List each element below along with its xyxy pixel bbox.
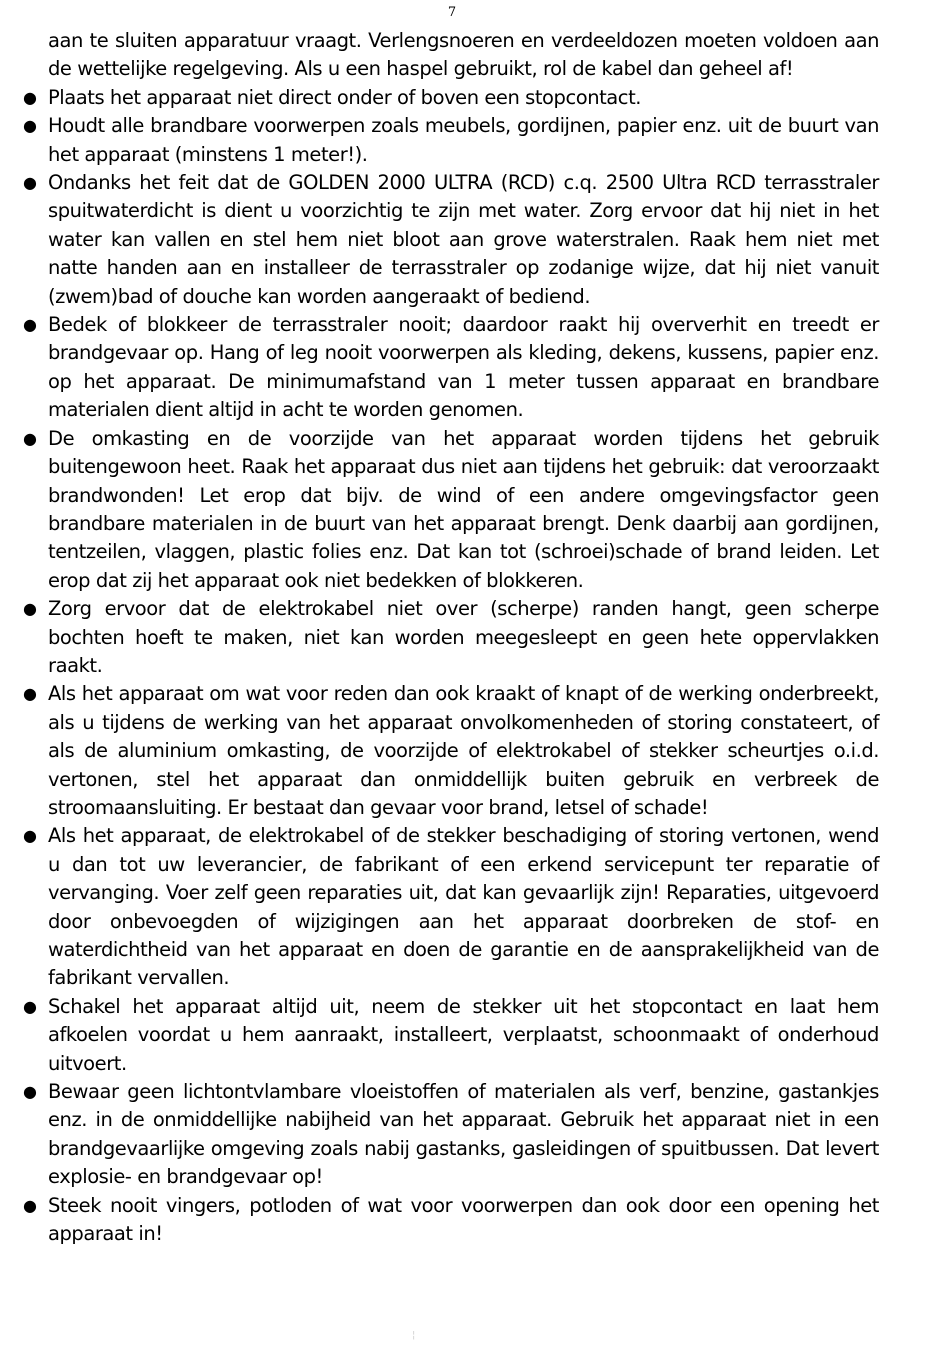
bullet-icon: ● — [23, 826, 37, 846]
list-item-text: Bewaar geen lichtontvlambare vloeistoffen of materialen als verf, benzine, gastankjes enz. in de onmiddellijke nabijheid van het apparaat. Gebruik het apparaat niet in een brandgevaarlijke omgeving zoals nabij gastanks, gasleidingen of spuitbussen. Dat levert explosie- en brandgevaar op! — [48, 1080, 879, 1189]
list-item — [23, 169, 879, 311]
list-item-text: Bedek of blokkeer de terrasstraler nooit; daardoor raakt hij oververhit en treedt er brandgevaar op. Hang of leg nooit voorwerpen als kleding, dekens, kussens, papier enz. op het apparaat. De minimumafstand van 1 meter tussen apparaat en brandbare materialen dient altijd in acht te worden genomen. — [48, 313, 879, 422]
list-item — [23, 680, 879, 822]
safety-instructions-list — [23, 84, 879, 1249]
list-item-text: De omkasting en de voorzijde van het apparaat worden tijdens het gebruik buitengewoon heet. Raak het apparaat dus niet aan tijdens het gebruik: dat veroorzaakt brandwonden! Let erop dat bijv. de wind of een andere omgevingsfactor geen brandbare materialen in de buurt van het apparaat brengt. Denk daarbij aan gordijnen, tentzeilen, vlaggen, plastic folies enz. Dat kan tot (schroei)schade of brand leiden. Let erop dat zij het apparaat ook niet bedekken of blokkeren. — [48, 426, 879, 592]
list-item-text: Als het apparaat, de elektrokabel of de stekker beschadiging of storing vertonen, wend u dan tot uw leverancier, de fabrikant of een erkend servicepunt ter reparatie of vervanging. Voer zelf geen reparaties uit, dat kan gevaarlijk zijn! Reparaties, uitgevoerd door onbevoegden of wijzigingen aan het apparaat doorbreken de stof- en waterdichtheid van het apparaat en doen de garantie en de aansprakelijkheid van de fabrikant vervallen. — [48, 824, 879, 990]
bullet-icon: ● — [23, 599, 37, 619]
document-body — [23, 27, 879, 1248]
intro-paragraph: aan te sluiten apparatuur vraagt. Verlengsnoeren en verdeeldozen moeten voldoen aan de wettelijke regelgeving. Als u een haspel gebruikt, rol de kabel dan geheel af! — [48, 29, 879, 81]
list-item — [23, 84, 879, 112]
list-item — [23, 822, 879, 992]
list-item-text: Houdt alle brandbare voorwerpen zoals meubels, gordijnen, papier enz. uit de buurt van het apparaat (minstens 1 meter!). — [48, 114, 879, 166]
list-item-text: Schakel het apparaat altijd uit, neem de stekker uit het stopcontact en laat hem afkoelen voordat u hem aanraakt, installeert, verplaatst, schoonmaakt of onderhoud uitvoert. — [48, 994, 879, 1075]
list-item-text: Zorg ervoor dat de elektrokabel niet over (scherpe) randen hangt, geen scherpe bochten hoeft te maken, niet kan worden meegesleept en geen hete oppervlakken raakt. — [48, 597, 879, 677]
bullet-icon: ● — [23, 116, 37, 136]
bullet-icon: ● — [23, 1195, 37, 1215]
bullet-icon: ● — [23, 87, 37, 107]
list-item — [23, 425, 879, 595]
list-item-text: Plaats het apparaat niet direct onder of boven een stopcontact. — [48, 85, 642, 109]
bullet-icon: ● — [23, 996, 37, 1016]
bullet-icon: ● — [23, 315, 37, 335]
list-item — [23, 311, 879, 425]
list-item — [23, 1192, 879, 1249]
page-number: 7 — [447, 5, 457, 20]
list-item-text: Ondanks het feit dat de GOLDEN 2000 ULTRA (RCD) c.q. 2500 Ultra RCD terrasstraler spuitwaterdicht is dient u voorzichtig te zijn met water. Zorg ervoor dat hij niet in het water kan vallen en stel hem niet bloot aan grove waterstralen. Raak hem niet met natte handen aan en installeer de terrasstraler op zodanige wijze, dat hij niet vanuit (zwem)bad of douche kan worden aangeraakt of bediend. — [48, 171, 879, 308]
list-item — [23, 1078, 879, 1192]
list-item-text: Steek nooit vingers, potloden of wat voor voorwerpen dan ook door een opening het apparaat in! — [48, 1193, 879, 1246]
bullet-icon: ● — [23, 1082, 37, 1102]
bullet-icon: ● — [23, 428, 37, 448]
list-item — [23, 112, 879, 169]
list-item-text: Als het apparaat om wat voor reden dan ook kraakt of knapt of de werking onderbreekt, als u tijdens de werking van het apparaat onvolkomenheden of storing constateert, of als de aluminium omkasting, de voorzijde of elektrokabel of stekker scheurtjes o.i.d. vertonen, stel het apparaat dan onmiddellijk buiten gebruik en verbreek de stroomaansluiting. Er bestaat dan gevaar voor brand, letsel of schade! — [48, 682, 879, 819]
footer-mark: ¦ — [412, 1330, 416, 1341]
bullet-icon: ● — [23, 173, 37, 193]
list-item — [23, 595, 879, 680]
list-item — [23, 993, 879, 1078]
bullet-icon: ● — [23, 684, 37, 704]
